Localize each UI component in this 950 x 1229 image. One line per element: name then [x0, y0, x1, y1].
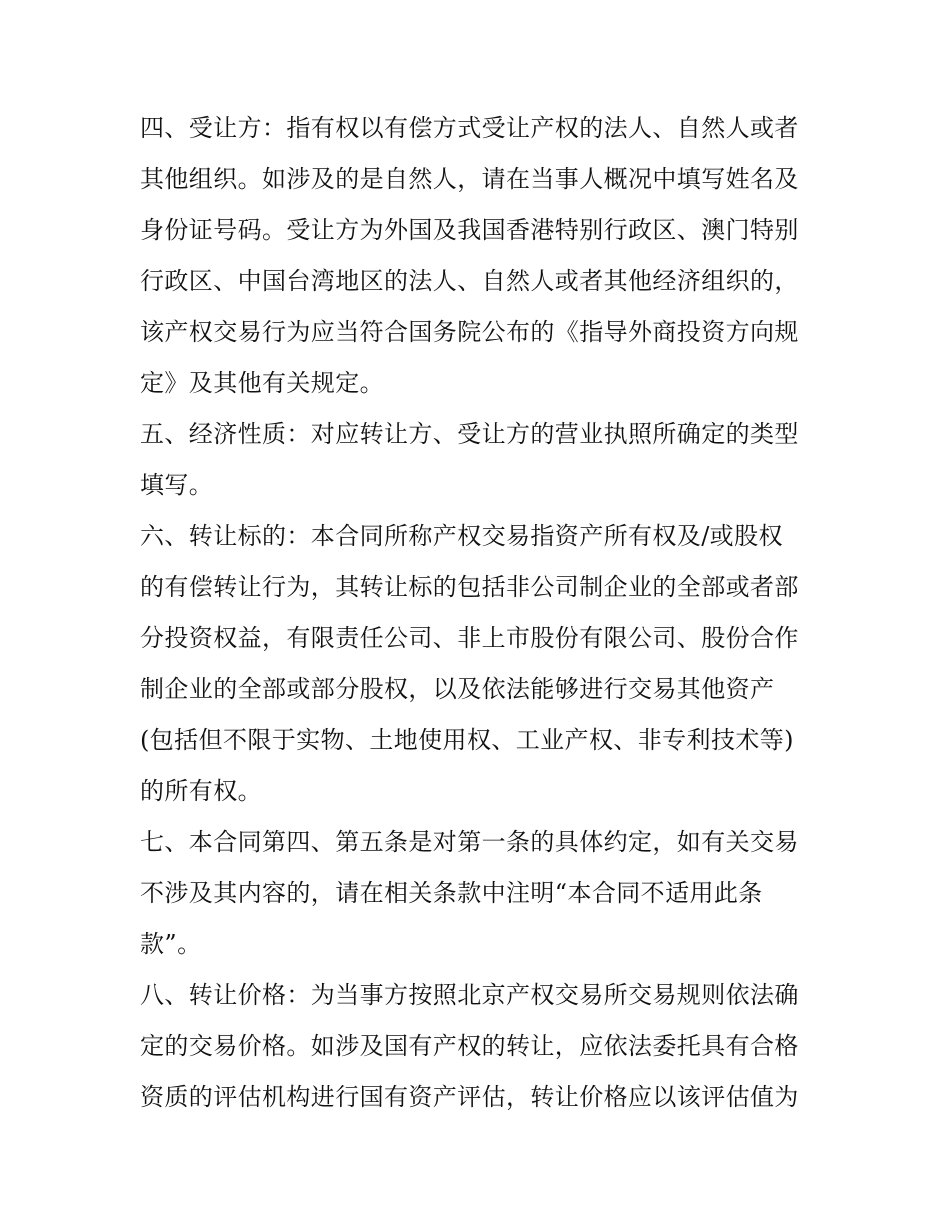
clause-8	[140, 970, 820, 1123]
text-line: 资质的评估机构进行国有资产评估，转让价格应以该评估值为	[140, 1083, 799, 1111]
text-line: 不涉及其内容的，请在相关条款中注明“本合同不适用此条	[140, 879, 763, 907]
clause-7	[140, 817, 820, 970]
text-line: 六、转让标的：本合同所称产权交易指资产所有权及/或股权	[140, 522, 783, 550]
text-line: 七、本合同第四、第五条是对第一条的具体约定，如有关交易	[140, 828, 799, 856]
text-line: 四、受让方：指有权以有偿方式受让产权的法人、自然人或者	[140, 114, 799, 142]
text-line: 五、经济性质：对应转让方、受让方的营业执照所确定的类型	[140, 420, 799, 448]
text-line: 制企业的全部或部分股权，以及依法能够进行交易其他资产	[140, 675, 775, 703]
text-line: 款”。	[140, 930, 202, 958]
text-line: 填写。	[140, 471, 214, 499]
document-body	[140, 103, 820, 1123]
clause-4	[140, 103, 820, 409]
text-line: 定》及其他有关规定。	[140, 369, 384, 397]
text-line: 行政区、中国台湾地区的法人、自然人或者其他经济组织的，	[140, 267, 799, 295]
text-line: 的所有权。	[140, 777, 262, 805]
text-line: 该产权交易行为应当符合国务院公布的《指导外商投资方向规	[140, 318, 799, 346]
clause-5	[140, 409, 820, 511]
text-line: 其他组织。如涉及的是自然人，请在当事人概况中填写姓名及	[140, 165, 799, 193]
text-line: (包括但不限于实物、土地使用权、工业产权、非专利技术等)	[140, 726, 794, 754]
text-line: 定的交易价格。如涉及国有产权的转让，应依法委托具有合格	[140, 1032, 799, 1060]
text-line: 分投资权益，有限责任公司、非上市股份有限公司、股份合作	[140, 624, 799, 652]
text-line: 的有偿转让行为，其转让标的包括非公司制企业的全部或者部	[140, 573, 799, 601]
text-line: 身份证号码。受让方为外国及我国香港特别行政区、澳门特别	[140, 216, 799, 244]
clause-6	[140, 511, 820, 817]
text-line: 八、转让价格：为当事方按照北京产权交易所交易规则依法确	[140, 981, 799, 1009]
